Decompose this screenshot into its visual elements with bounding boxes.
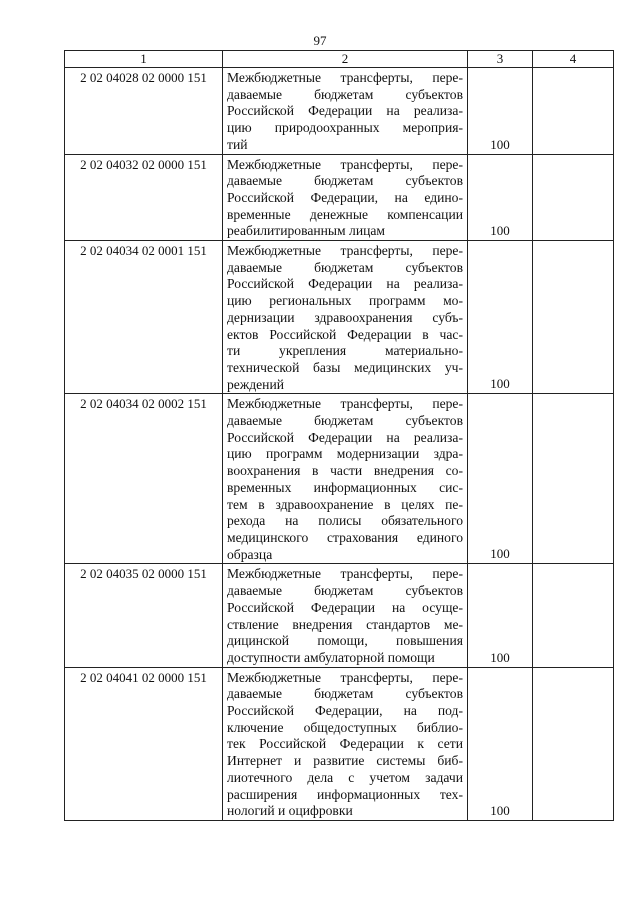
description-line: даваемые бюджетам субъектов [227, 173, 463, 189]
description-line: образца [227, 546, 273, 562]
table-row [65, 154, 614, 241]
header-col-1: 1 [65, 51, 223, 68]
row-col4 [533, 68, 614, 155]
description-line: даваемые бюджетам субъектов [227, 259, 463, 275]
row-amount: 100 [468, 394, 533, 564]
description-line: Российской Федерации на реализа- [227, 429, 463, 445]
description-line: Межбюджетные трансферты, пере- [227, 669, 463, 685]
row-code: 2 02 04034 02 0001 151 [65, 241, 223, 394]
description-line: дицинской помощи, повышения [227, 633, 463, 649]
row-col4 [533, 564, 614, 667]
row-amount: 100 [468, 154, 533, 241]
description-line: даваемые бюджетам субъектов [227, 686, 463, 702]
description-line: доступности амбулаторной помощи [227, 649, 435, 665]
description-line: ектов Российской Федерации в час- [227, 326, 463, 342]
row-col4 [533, 241, 614, 394]
description-line: Российской Федерации, на под- [227, 703, 463, 719]
header-col-2: 2 [223, 51, 468, 68]
description-line: даваемые бюджетам субъектов [227, 86, 463, 102]
description-line: медицинского страхования единого [227, 529, 463, 545]
description-line: ключение общедоступных библио- [227, 719, 463, 735]
description-line: тем в здравоохранение в целях пе- [227, 496, 463, 512]
description-line: Межбюджетные трансферты, пере- [227, 566, 463, 582]
table-row [65, 564, 614, 667]
row-col4 [533, 394, 614, 564]
page-number: 97 [313, 33, 327, 48]
description-line: лиотечного дела с учетом задачи [227, 769, 463, 785]
description-line: временных информационных сис- [227, 479, 463, 495]
description-line: Российской Федерации на осуще- [227, 599, 463, 615]
description-line: дернизации здравоохранения субъ- [227, 309, 463, 325]
description-line: реждений [227, 376, 284, 392]
row-description [223, 68, 468, 155]
row-col4 [533, 667, 614, 820]
row-code: 2 02 04041 02 0000 151 [65, 667, 223, 820]
row-code: 2 02 04035 02 0000 151 [65, 564, 223, 667]
table-row [65, 68, 614, 155]
description-line: Российской Федерации, на едино- [227, 189, 463, 205]
header-col-3: 3 [468, 51, 533, 68]
description-line: Интернет и развитие системы биб- [227, 753, 463, 769]
row-code: 2 02 04032 02 0000 151 [65, 154, 223, 241]
description-line: Российской Федерации на реализа- [227, 276, 463, 292]
description-line: Межбюджетные трансферты, пере- [227, 243, 463, 259]
header-col-4: 4 [533, 51, 614, 68]
description-line: Межбюджетные трансферты, пере- [227, 396, 463, 412]
description-line: даваемые бюджетам субъектов [227, 413, 463, 429]
row-amount: 100 [468, 667, 533, 820]
description-line: реабилитированным лицам [227, 223, 386, 239]
description-line: ствление внедрения стандартов ме- [227, 616, 463, 632]
row-description [223, 394, 468, 564]
description-line: технической базы медицинских уч- [227, 359, 463, 375]
description-line: расширения информационных тех- [227, 786, 463, 802]
budget-table [64, 50, 614, 821]
description-line: даваемые бюджетам субъектов [227, 583, 463, 599]
description-line: воохранения в части внедрения со- [227, 463, 463, 479]
row-description [223, 667, 468, 820]
header-row [65, 51, 614, 68]
table-row [65, 667, 614, 820]
description-line: Межбюджетные трансферты, пере- [227, 70, 463, 85]
description-line: нологий и оцифровки [227, 803, 353, 819]
row-col4 [533, 154, 614, 241]
description-line: тий [227, 136, 248, 152]
row-description [223, 154, 468, 241]
row-description [223, 241, 468, 394]
description-line: Межбюджетные трансферты, пере- [227, 156, 463, 172]
description-line: рехода на полисы обязательного [227, 513, 463, 529]
description-line: Российской Федерации на реализа- [227, 103, 463, 119]
description-line: тек Российской Федерации к сети [227, 736, 463, 752]
row-code: 2 02 04028 02 0000 151 [65, 68, 223, 155]
row-amount: 100 [468, 68, 533, 155]
table-row [65, 394, 614, 564]
row-description [223, 564, 468, 667]
description-line: цию природоохранных мероприя- [227, 120, 463, 136]
row-code: 2 02 04034 02 0002 151 [65, 394, 223, 564]
description-line: ти укрепления материально- [227, 343, 463, 359]
row-amount: 100 [468, 564, 533, 667]
description-line: цию региональных программ мо- [227, 293, 463, 309]
description-line: цию программ модернизации здра- [227, 446, 463, 462]
row-amount: 100 [468, 241, 533, 394]
table-row [65, 241, 614, 394]
description-line: временные денежные компенсации [227, 206, 463, 222]
